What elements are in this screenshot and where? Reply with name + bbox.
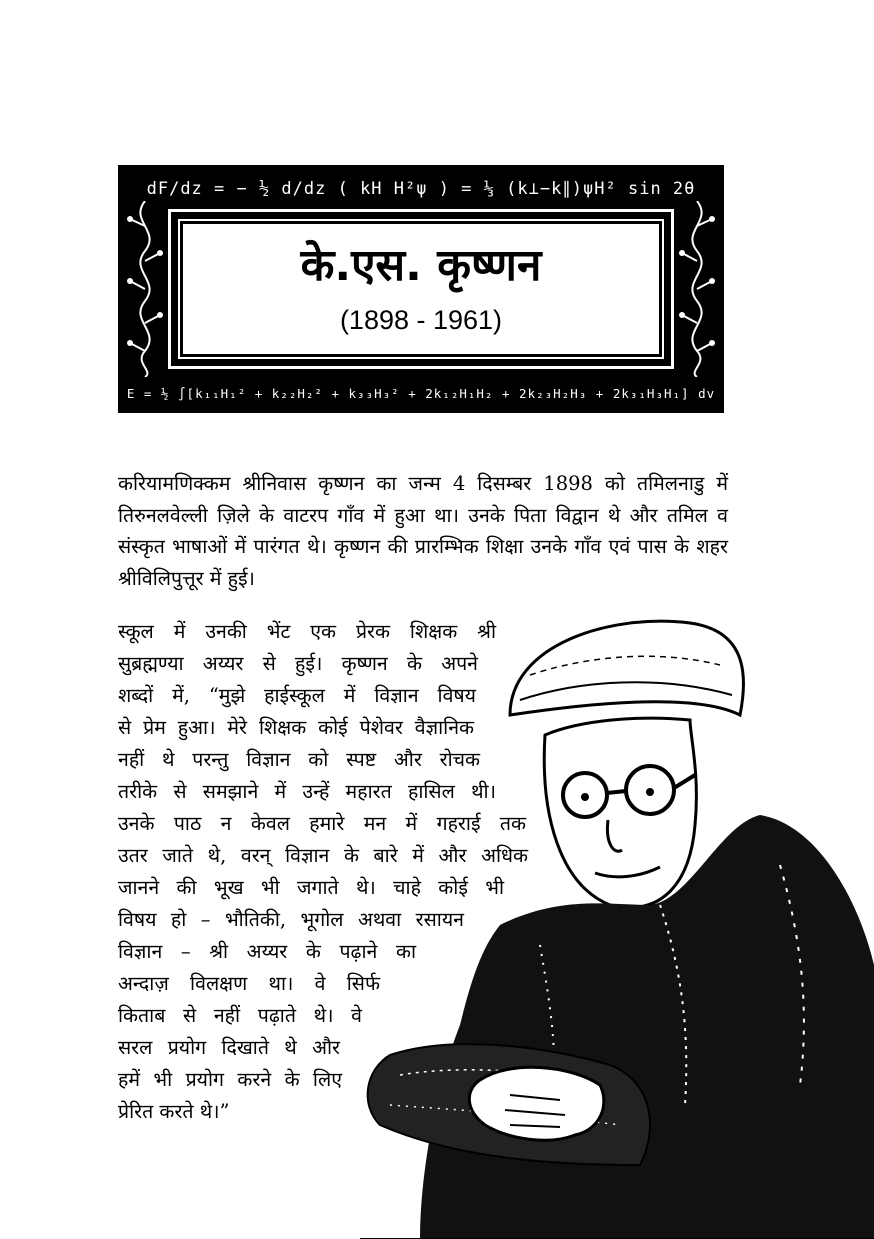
banner-title-panel <box>180 221 662 357</box>
quote-line-9: जानने की भूख भी जगाते थे। चाहे कोई भी <box>118 876 504 899</box>
quote-line-2: सुब्रह्मण्या अय्यर से हुई। कृष्णन के अपने <box>118 652 478 675</box>
quote-line-16: प्रेरित करते थे।” <box>118 1100 230 1123</box>
intro-paragraph: करियामणिक्कम श्रीनिवास कृष्णन का जन्म 4 दिसम्बर 1898 को तमिलनाडु में तिरुनलवेल्ली ज़िले के वाटरप गाँव में हुआ था। उनके पिता विद्वान थे और तमिल व संस्कृत भाषाओं में पारंगत थे। कृष्णन की प्रारम्भिक शिक्षा उनके गाँव एवं पास के शहर श्रीविलिपुत्तूर में हुई। <box>118 472 728 590</box>
quote-line-12: अन्दाज़ विलक्षण था। वे सिर्फ <box>118 972 380 995</box>
vine-ornament-left <box>124 201 166 377</box>
life-years: (1898 - 1961) <box>339 304 503 335</box>
vine-ornament-right <box>676 201 718 377</box>
quote-line-7: उनके पाठ न केवल हमारे मन में गहराई तक <box>118 812 526 835</box>
page-title: के.एस. कृष्णन <box>300 240 542 292</box>
quote-line-13: किताब से नहीं पढ़ाते थे। वे <box>118 1004 362 1027</box>
quote-line-6: तरीके से समझाने में उन्हें महारत हासिल थी। <box>118 780 496 803</box>
quote-line-5: नहीं थे परन्तु विज्ञान को स्पष्ट और रोचक <box>118 748 480 771</box>
title-banner <box>118 165 724 413</box>
quote-line-8: उतर जाते थे, वरन् विज्ञान के बारे में और अधिक <box>118 844 528 867</box>
banner-formula-top: dF/dz = − ½ d/dz ( kH H²ψ ) = ⅓ (k⊥−k∥)ψH² sin 2θ <box>146 179 696 199</box>
quote-line-11: विज्ञान – श्री अय्यर के पढ़ाने का <box>118 940 416 963</box>
quote-line-10: विषय हो – भौतिकी, भूगोल अथवा रसायन <box>118 908 464 931</box>
banner-formula-bottom: E = ½ ∫[k₁₁H₁² + k₂₂H₂² + k₃₃H₃² + 2k₁₂H₁H₂ + 2k₂₃H₂H₃ + 2k₃₁H₃H₁] dv <box>126 386 716 401</box>
quote-line-4: से प्रेम हुआ। मेरे शिक्षक कोई पेशेवर वैज्ञानिक <box>118 716 474 739</box>
quote-line-3: शब्दों में, “मुझे हाईस्कूल में विज्ञान विषय <box>118 684 476 707</box>
quote-line-14: सरल प्रयोग दिखाते थे और <box>118 1036 340 1059</box>
quote-line-15: हमें भी प्रयोग करने के लिए <box>118 1068 342 1091</box>
quote-line-1: स्कूल में उनकी भेंट एक प्रेरक शिक्षक श्री <box>118 620 496 643</box>
